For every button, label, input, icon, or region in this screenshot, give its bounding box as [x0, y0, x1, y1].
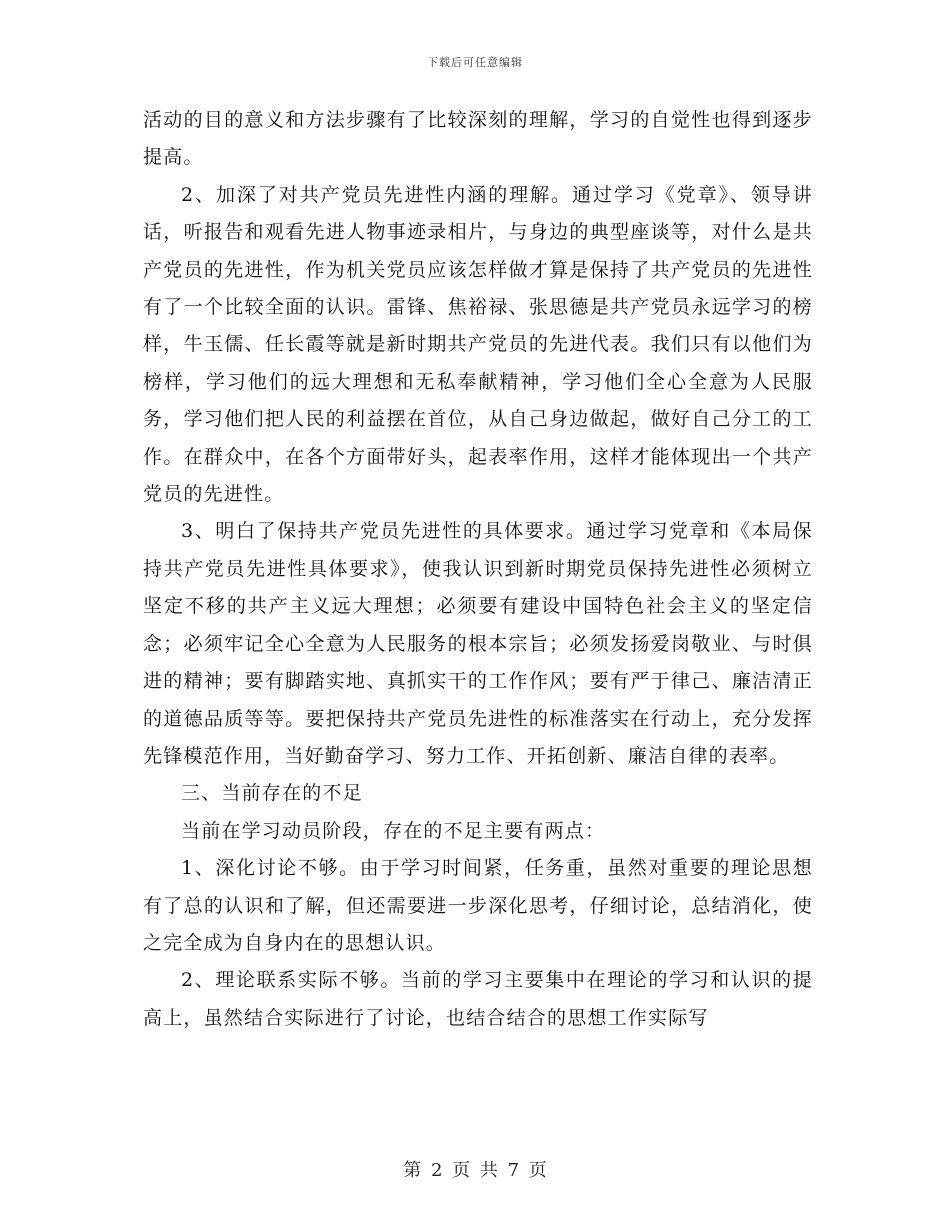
- paragraph-point-2: 2、加深了对共产党员先进性内涵的理解。通过学习《党章》、领导讲话，听报告和观看先进人物事迹录相片，与身边的典型座谈等，对什么是共产党员的先进性，作为机关党员应该怎样做才算是保持了共产党员的先进性有了一个比较全面的认识。雷锋、焦裕禄、张思德是共产党员永远学习的榜样，牛玉儒、任长霞等就是新时期共产党员的先进代表。我们只有以他们为榜样，学习他们的远大理想和无私奉献精神，学习他们全心全意为人民服务，学习他们把人民的利益摆在首位，从自己身边做起，做好自己分工的工作。在群众中，在各个方面带好头，起表率作用，这样才能体现出一个共产党员的先进性。: [143, 183, 813, 506]
- document-body: [143, 102, 813, 1037]
- page-number-footer: 第 2 页 共 7 页: [403, 1160, 547, 1181]
- page-header: 下载后可任意编辑: [427, 56, 523, 69]
- paragraph-point-3: 3、明白了保持共产党员先进性的具体要求。通过学习党章和《本局保持共产党员先进性具体要求》，使我认识到新时期党员保持先进性必须树立坚定不移的共产主义远大理想；必须要有建设中国特色社会主义的坚定信念；必须牢记全心全意为人民服务的根本宗旨；必须发扬爱岗敬业、与时俱进的精神；要有脚踏实地、真抓实干的工作作风；要有严于律己、廉洁清正的道德品质等等。要把保持共产党员先进性的标准落实在行动上，充分发挥先锋模范作用，当好勤奋学习、努力工作、开拓创新、廉洁自律的表率。: [143, 520, 813, 767]
- paragraph-shortcoming-1: 1、深化讨论不够。由于学习时间紧，任务重，虽然对重要的理论思想有了总的认识和了解，但还需要进一步深化思考，仔细讨论，总结消化，使之完全成为自身内在的思想认识。: [143, 857, 813, 954]
- section-heading-shortcomings: 三、当前存在的不足: [181, 782, 363, 805]
- paragraph-continuation: 活动的目的意义和方法步骤有了比较深刻的理解，学习的自觉性也得到逐步提高。: [143, 109, 813, 169]
- paragraph-shortcoming-2: 2、理论联系实际不够。当前的学习主要集中在理论的学习和认识的提高上，虽然结合实际进行了讨论，也结合结合的思想工作实际写: [143, 969, 813, 1029]
- paragraph-shortcomings-intro: 当前在学习动员阶段，存在的不足主要有两点：: [181, 819, 606, 842]
